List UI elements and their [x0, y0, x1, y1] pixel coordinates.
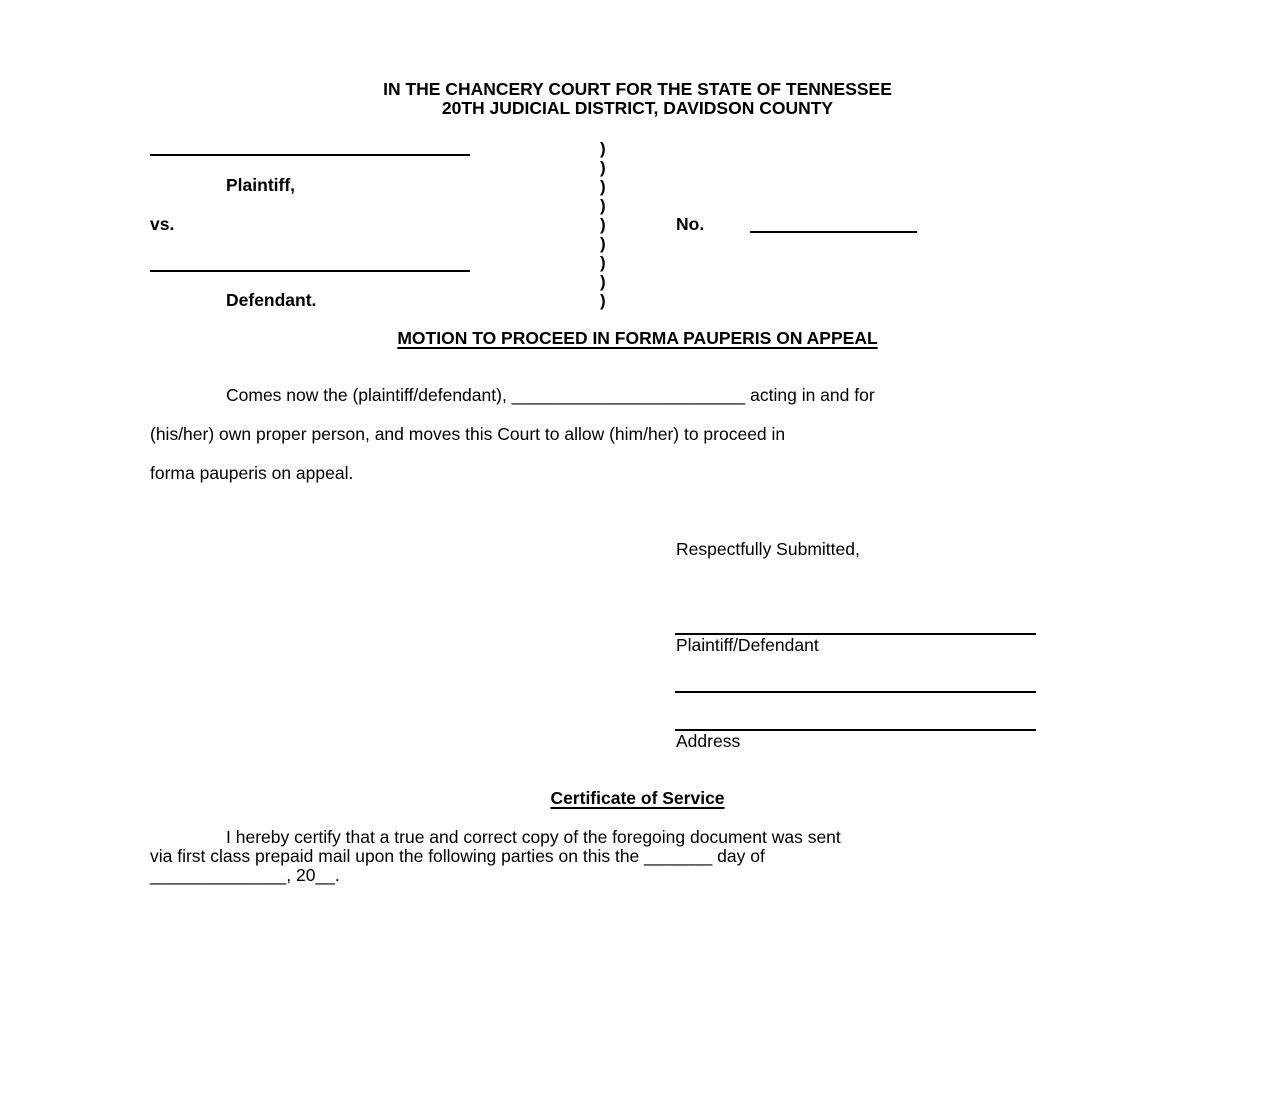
- defendant-name-line[interactable]: [150, 270, 470, 272]
- respectfully-submitted: Respectfully Submitted,: [676, 539, 860, 559]
- caption-paren: ): [600, 272, 606, 291]
- certificate-title: Certificate of Service: [550, 788, 725, 808]
- case-number-label: No.: [676, 214, 705, 234]
- certificate-line1: I hereby certify that a true and correct copy of the foregoing document was sent: [226, 827, 841, 847]
- caption-paren: ): [600, 253, 606, 272]
- court-name: IN THE CHANCERY COURT FOR THE STATE OF TENNESSEE: [383, 79, 892, 99]
- address-label: Address: [676, 731, 741, 751]
- motion-paragraph-line2: (his/her) own proper person, and moves this Court to allow (him/her) to proceed in: [150, 424, 786, 444]
- court-district: 20TH JUDICIAL DISTRICT, DAVIDSON COUNTY: [441, 98, 834, 118]
- caption-paren: ): [600, 158, 606, 177]
- plaintiff-label: Plaintiff,: [226, 175, 296, 195]
- movant-name-blank[interactable]: ________________________: [511, 385, 746, 405]
- caption-paren: ): [600, 291, 606, 310]
- address-line-1[interactable]: [675, 691, 1036, 693]
- caption-paren: ): [600, 139, 606, 158]
- motion-paragraph-line3: forma pauperis on appeal.: [150, 463, 354, 483]
- certificate-line3: ______________, 20__.: [150, 865, 340, 885]
- motion-paragraph-line1: [226, 387, 875, 405]
- motion-text-start: Comes now the (plaintiff/defendant),: [226, 385, 512, 405]
- case-number-line[interactable]: [750, 231, 917, 233]
- motion-title: MOTION TO PROCEED IN FORMA PAUPERIS ON APPEAL: [397, 328, 878, 348]
- caption-paren: ): [600, 234, 606, 253]
- caption-paren: ): [600, 177, 606, 196]
- defendant-label: Defendant.: [226, 290, 317, 310]
- caption-paren: ): [600, 215, 606, 234]
- certificate-line2: via first class prepaid mail upon the following parties on this the _______ day of: [150, 846, 765, 866]
- motion-text-end: acting in and for: [745, 385, 875, 405]
- plaintiff-name-line[interactable]: [150, 154, 470, 156]
- vs-label: vs.: [150, 214, 175, 234]
- party-label: Plaintiff/Defendant: [676, 635, 819, 655]
- caption-paren: ): [600, 196, 606, 215]
